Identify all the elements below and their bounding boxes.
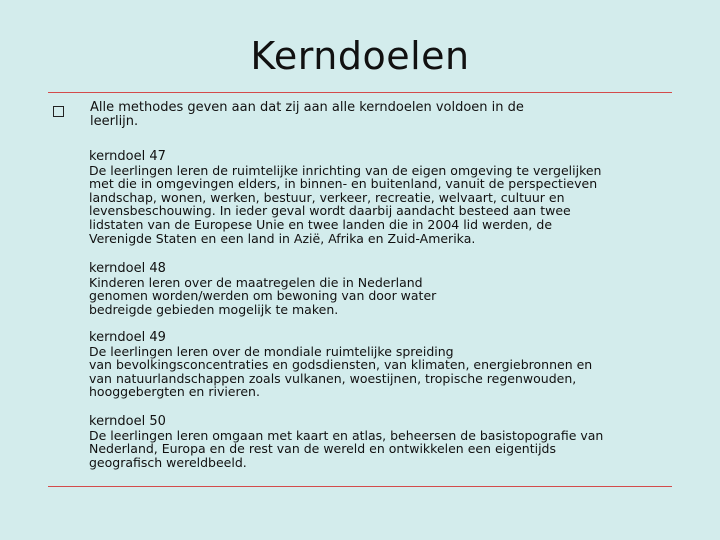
top-divider — [48, 92, 672, 93]
intro-text — [90, 101, 650, 129]
kerndoel-47-block — [89, 150, 679, 245]
kerndoel-heading: kerndoel 48 — [89, 261, 166, 276]
kerndoel-heading: kerndoel 50 — [89, 414, 166, 429]
intro-line: Alle methodes geven aan dat zij aan alle kerndoelen voldoen in de leerlijn. — [90, 100, 524, 129]
hollow-square-bullet-icon — [53, 106, 64, 117]
bottom-divider — [48, 486, 672, 487]
kerndoel-text: Kinderen leren over de maatregelen die in Nederland genomen worden/werden om bewoning van door water bedreigde gebieden mogelijk te maken. — [89, 274, 437, 317]
kerndoel-text: De leerlingen leren over de mondiale ruimtelijke spreiding van bevolkingsconcentraties en godsdiensten, van klimaten, energiebronnen en van natuurlandschappen zoals vulkanen, woestijnen, tropische regenwouden, hooggebergten en rivieren. — [89, 343, 593, 400]
kerndoel-49-block — [89, 331, 679, 399]
kerndoel-heading: kerndoel 47 — [89, 149, 166, 164]
kerndoel-text: De leerlingen leren omgaan met kaart en atlas, beheersen de basistopografie van Nederland, Europa en de rest van de wereld en ontwikkelen een eigentijds geografisch wereldbeeld. — [89, 427, 604, 470]
kerndoel-50-block — [89, 415, 679, 469]
kerndoel-48-block — [89, 262, 679, 316]
kerndoel-heading: kerndoel 49 — [89, 330, 166, 345]
kerndoel-text: De leerlingen leren de ruimtelijke inrichting van de eigen omgeving te vergelijken met die in omgevingen elders, in binnen- en buitenland, vanuit de perspectieven landschap, wonen, werken, bestuur, verkeer, recreatie, welvaart, cultuur en levensbeschouwing. In ieder geval wordt daarbij aandacht besteed aan twee lidstaten van de Europese Unie en twee landen die in 2004 lid werden, de Verenigde Staten en een land in Azië, Afrika en Zuid-Amerika. — [89, 162, 602, 246]
slide-title: Kerndoelen — [250, 34, 470, 78]
